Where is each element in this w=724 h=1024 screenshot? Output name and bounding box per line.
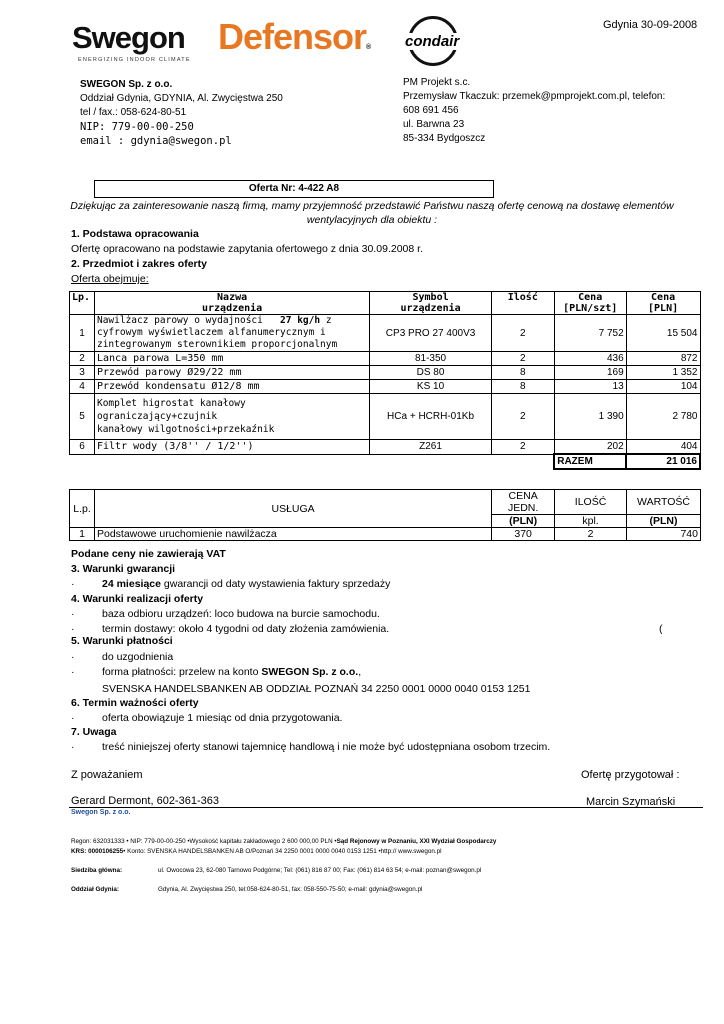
row-total: 15 504	[626, 315, 700, 352]
row-name: Filtr wody (3/8'' / 1/2'')	[94, 440, 369, 455]
sender-name: SWEGON Sp. z o.o.	[80, 79, 173, 90]
row-lp: 2	[70, 352, 95, 366]
table-row	[70, 440, 701, 455]
table-row	[70, 315, 701, 352]
sender-signature: Gerard Dermont, 602-361-363	[71, 795, 219, 807]
row-price: 13	[554, 380, 626, 394]
row-name-c: z	[325, 315, 332, 326]
closing-regards: Z poważaniem	[71, 769, 143, 781]
payment-form: forma płatności: przelew na konto	[102, 666, 259, 678]
section4-bullet2: termin dostawy: około 4 tygodni od daty złożenia zamówienia.	[102, 623, 390, 635]
footer-registration	[71, 837, 496, 857]
bullet: ·	[71, 651, 75, 663]
footer-divider	[69, 807, 703, 808]
service-lp: 1	[70, 528, 95, 541]
row-lp: 1	[70, 315, 95, 352]
bank-account: SVENSKA HANDELSBANKEN AB ODDZIAŁ POZNAŃ 34 2250 0001 0000 0040 0153 1251	[102, 683, 531, 695]
section3-title: 3. Warunki gwarancji	[71, 563, 176, 575]
service-col-qty-unit: kpl.	[555, 515, 627, 528]
row-name: Przewód kondensatu Ø12/8 mm	[94, 380, 369, 394]
footer-hq-label: Siedziba główna:	[71, 867, 123, 874]
footer-branch-value: Gdynia, Al. Zwycięstwa 250, tel:058-624-80-51, fax: 058-550-75-50; e-mail: gdynia@swegon.pl	[158, 886, 423, 893]
recipient-address	[403, 76, 665, 146]
col-total	[626, 292, 700, 315]
section4-bullet1: baza odbioru urządzeń: loco budowa na burcie samochodu.	[102, 608, 380, 620]
section1-text: Ofertę opracowano na podstawie zapytania ofertowego z dnia 30.09.2008 r.	[71, 243, 423, 255]
sum-row	[70, 454, 701, 469]
empty-cell	[370, 454, 492, 469]
footer-reg-line2: • Konto: SVENSKA HANDELSBANKEN AB O/Poznań 34 2250 0001 0000 0040 0153 1251 •http:// www.swegon.pl	[123, 848, 442, 855]
col-symbol-1: Symbol	[412, 292, 449, 303]
empty-cell	[491, 454, 554, 469]
row-total: 104	[626, 380, 700, 394]
section1-title: 1. Podstawa opracowania	[71, 228, 199, 240]
row-symbol: KS 10	[370, 380, 492, 394]
row-price: 169	[554, 366, 626, 380]
closing-prepared-by: Ofertę przygotował :	[581, 769, 680, 781]
section5-title: 5. Warunki płatności	[71, 635, 173, 647]
recipient-contact: Przemysław Tkaczuk: przemek@pmprojekt.com.pl, telefon:	[403, 91, 666, 102]
document-date: Gdynia 30-09-2008	[603, 19, 698, 31]
sender-phone: tel / fax.: 058-624-80-51	[80, 107, 187, 118]
row-price: 436	[554, 352, 626, 366]
row-total: 1 352	[626, 366, 700, 380]
row-lp: 6	[70, 440, 95, 455]
bullet: ·	[71, 623, 75, 635]
service-col-value-unit: (PLN)	[627, 515, 701, 528]
sender-email: email : gdynia@swegon.pl	[80, 135, 232, 147]
service-unit-price: 370	[492, 528, 555, 541]
bullet: ·	[71, 741, 75, 753]
section7-bullet1: treść niniejszej oferty stanowi tajemnicę handlową i nie może być udostępniana osobom trzecim.	[102, 741, 551, 753]
row-name-b: 27 kg/h	[280, 315, 321, 326]
section6-bullet1: oferta obowiązuje 1 miesiąc od dnia przygotowania.	[102, 712, 343, 724]
row-name	[94, 394, 369, 440]
recipient-city: 85-334 Bydgoszcz	[403, 133, 486, 144]
col-name-2: urządzenia	[201, 303, 263, 314]
row-name-line1: Komplet higrostat kanałowy ograniczający+czujnik	[96, 398, 246, 422]
row-total: 872	[626, 352, 700, 366]
bullet: ·	[71, 712, 75, 724]
bullet: ·	[71, 578, 75, 590]
row-name-line2: cyfrowym wyświetlaczem alfanumerycznym i	[96, 327, 326, 338]
section5-bullet1: do uzgodnienia	[102, 651, 174, 663]
row-symbol: HCa + HCRH-01Kb	[370, 394, 492, 440]
warranty-period: 24 miesiące	[102, 578, 161, 590]
table-row	[70, 394, 701, 440]
warranty-text: gwarancji od daty wystawienia faktury sprzedaży	[163, 578, 391, 590]
row-qty: 2	[491, 315, 554, 352]
payment-account-holder: SWEGON Sp. z o.o.	[261, 666, 359, 678]
row-symbol: 81-350	[370, 352, 492, 366]
row-name: Lanca parowa L=350 mm	[94, 352, 369, 366]
recipient-company: PM Projekt s.c.	[403, 77, 471, 88]
table-row	[70, 352, 701, 366]
row-name-line2: kanałowy wilgotności+przekaźnik	[96, 424, 275, 435]
table-row	[70, 380, 701, 394]
row-name: Przewód parowy Ø29/22 mm	[94, 366, 369, 380]
row-qty: 2	[491, 440, 554, 455]
sum-value: 21 016	[626, 454, 700, 469]
footer-branch-label: Oddział Gdynia:	[71, 886, 119, 893]
service-col-unit-price: CENA JEDN.	[492, 490, 555, 515]
defensor-logo-text: Defensor	[218, 16, 367, 57]
sender-nip: NIP: 779-00-00-250	[80, 121, 194, 133]
col-symbol-2: urządzenia	[400, 303, 461, 314]
empty-cell	[70, 454, 95, 469]
service-col-lp: L.p.	[70, 490, 95, 528]
section3-bullet-text	[102, 578, 390, 590]
col-symbol	[370, 292, 492, 315]
col-total-1: Cena	[651, 292, 676, 303]
offer-number: Oferta Nr: 4-422 A8	[94, 180, 494, 198]
footer-company: Swegon Sp. z o.o.	[71, 809, 131, 816]
col-price-2: [PLN/szt]	[563, 303, 618, 314]
footer-krs: KRS: 0000106255	[71, 848, 124, 855]
payment-comma: ,	[358, 666, 362, 678]
table-row	[70, 366, 701, 380]
footer-reg-court: Sąd Rejonowy w Poznaniu, XXI Wydział Gospodarczy	[336, 838, 497, 845]
stray-char: (	[659, 623, 663, 635]
row-lp: 4	[70, 380, 95, 394]
section7-title: 7. Uwaga	[71, 726, 117, 738]
row-total: 2 780	[626, 394, 700, 440]
section4-title: 4. Warunki realizacji oferty	[71, 593, 204, 605]
defensor-logo: Defensor®	[218, 16, 371, 57]
service-value: 740	[627, 528, 701, 541]
section6-title: 6. Termin ważności oferty	[71, 697, 199, 709]
service-col-unit-price-unit: (PLN)	[492, 515, 555, 528]
equipment-table	[69, 291, 701, 470]
row-qty: 8	[491, 380, 554, 394]
footer-hq-value: ul. Owocowa 23, 62-080 Tarnowo Podgórne; Tel: (061) 816 87 00; Fax: (061) 814 63 54; e-mail: poznan@swegon.pl	[158, 867, 482, 874]
section5-bullet2	[102, 666, 361, 678]
bullet: ·	[71, 666, 75, 678]
section2-title: 2. Przedmiot i zakres oferty	[71, 258, 207, 270]
row-lp: 5	[70, 394, 95, 440]
row-symbol: Z261	[370, 440, 492, 455]
row-price: 202	[554, 440, 626, 455]
row-qty: 2	[491, 394, 554, 440]
table-row	[70, 528, 701, 541]
intro-text: Dziękując za zainteresowanie naszą firmą, mamy przyjemność przedstawić Państwu naszą ofertę cenową na dostawę elementów wentylacyjnych dla obiektu :	[70, 200, 674, 226]
col-lp: Lp.	[70, 292, 95, 315]
footer-reg-line1: Regon: 632031333 • NIP: 779-00-00-250 •Wysokość kapitału zakładowego 2 600 000,00 PLN •	[71, 838, 337, 845]
service-table	[69, 489, 701, 541]
service-qty: 2	[555, 528, 627, 541]
row-total: 404	[626, 440, 700, 455]
col-name-1: Nazwa	[217, 292, 248, 303]
col-name	[94, 292, 369, 315]
service-col-qty: ILOŚĆ	[555, 490, 627, 515]
section2-subtitle: Oferta obejmuje:	[71, 273, 149, 285]
preparer-signature: Marcin Szymański	[586, 796, 676, 808]
sender-address	[80, 78, 283, 148]
equipment-header-row	[70, 292, 701, 315]
row-price: 7 752	[554, 315, 626, 352]
col-total-2: [PLN]	[648, 303, 679, 314]
vat-note: Podane ceny nie zawierają VAT	[71, 548, 226, 560]
col-qty: Ilość	[491, 292, 554, 315]
condair-logo: condair	[405, 33, 460, 50]
row-name	[94, 315, 369, 352]
recipient-street: ul. Barwna 23	[403, 119, 465, 130]
recipient-phone: 608 691 456	[403, 105, 459, 116]
service-col-value: WARTOŚĆ	[627, 490, 701, 515]
row-price: 1 390	[554, 394, 626, 440]
empty-cell	[94, 454, 369, 469]
row-name-a: Nawilżacz parowy o wydajności	[96, 315, 263, 326]
sum-label: RAZEM	[554, 454, 626, 469]
row-symbol: DS 80	[370, 366, 492, 380]
swegon-logo: Swegon	[72, 20, 185, 55]
service-name: Podstawowe uruchomienie nawilżacza	[94, 528, 491, 541]
section3-bullet	[71, 578, 75, 590]
row-qty: 8	[491, 366, 554, 380]
row-lp: 3	[70, 366, 95, 380]
col-price	[554, 292, 626, 315]
row-symbol: CP3 PRO 27 400V3	[370, 315, 492, 352]
col-price-1: Cena	[578, 292, 603, 303]
service-header-row	[70, 490, 701, 515]
bullet: ·	[71, 608, 75, 620]
row-qty: 2	[491, 352, 554, 366]
swegon-tagline: ENERGIZING INDOOR CLIMATE	[78, 57, 191, 63]
sender-branch: Oddział Gdynia, GDYNIA, Al. Zwycięstwa 250	[80, 93, 283, 104]
row-name-line3: zintegrowanym sterownikiem proporcjonalnym	[96, 339, 338, 350]
service-col-name: USŁUGA	[94, 490, 491, 528]
